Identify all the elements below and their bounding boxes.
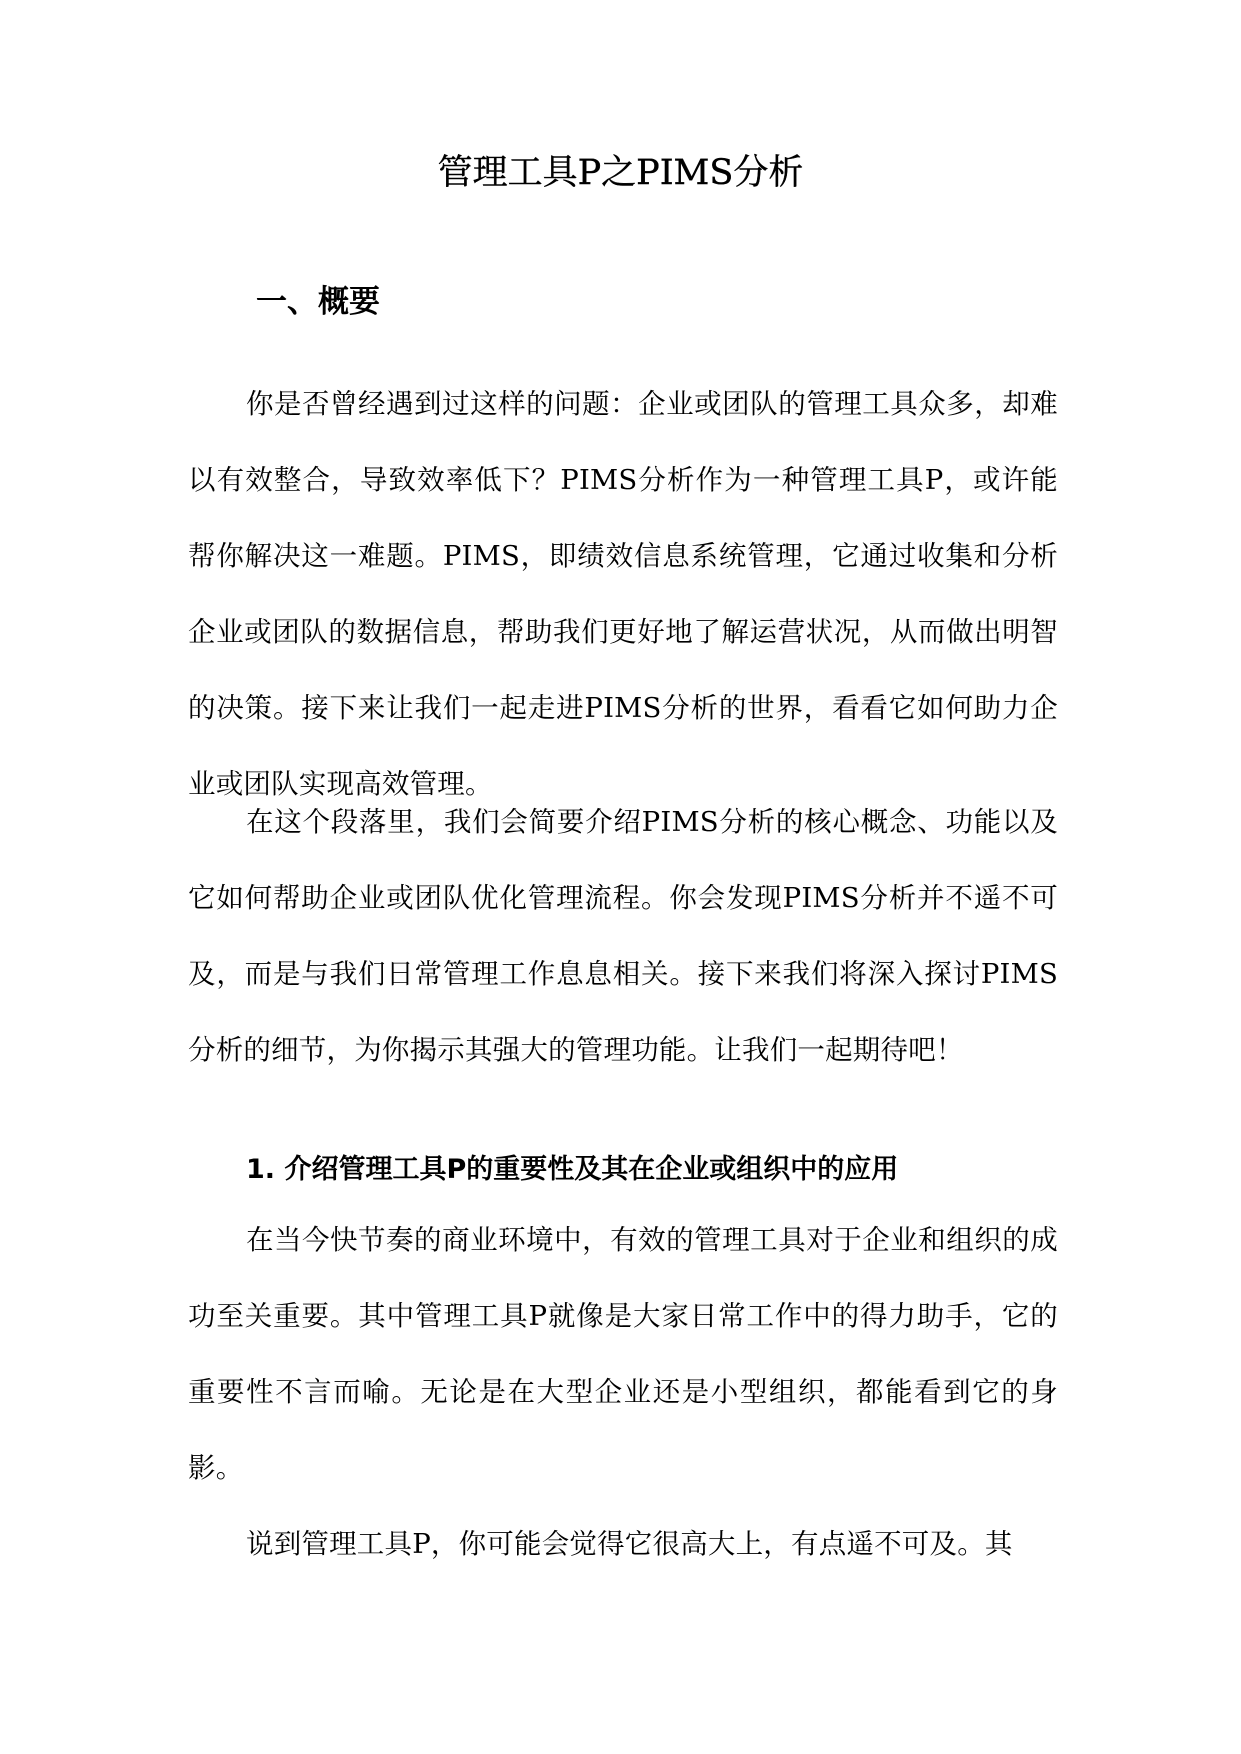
paragraph-summary: 在这个段落里，我们会简要介绍PIMS分析的核心概念、功能以及它如何帮助企业或团队优化管理流程。你会发现PIMS分析并不遥不可及，而是与我们日常管理工作息息相关。接下来我们将深入探讨PIMS分析的细节，为你揭示其强大的管理功能。让我们一起期待吧！	[188, 806, 1058, 1066]
document-title: 管理工具P之PIMS分析	[437, 153, 804, 193]
paragraph-intro: 你是否曾经遇到过这样的问题：企业或团队的管理工具众多，却难以有效整合，导致效率低下？PIMS分析作为一种管理工具P，或许能帮你解决这一难题。PIMS，即绩效信息系统管理，它通过收集和分析企业或团队的数据信息，帮助我们更好地了解运营状况，从而做出明智的决策。接下来让我们一起走进PIMS分析的世界，看看它如何助力企业或团队实现高效管理。	[188, 388, 1058, 800]
section-heading-overview: 一、概要	[256, 284, 380, 320]
paragraph-importance: 在当今快节奏的商业环境中，有效的管理工具对于企业和组织的成功至关重要。其中管理工具P就像是大家日常工作中的得力助手，它的重要性不言而喻。无论是在大型企业还是小型组织，都能看到它的身影。	[188, 1224, 1058, 1484]
subsection-heading-importance: 1. 介绍管理工具P的重要性及其在企业或组织中的应用	[246, 1154, 899, 1185]
paragraph-continued: 说到管理工具P，你可能会觉得它很高大上，有点遥不可及。其	[246, 1528, 1013, 1560]
